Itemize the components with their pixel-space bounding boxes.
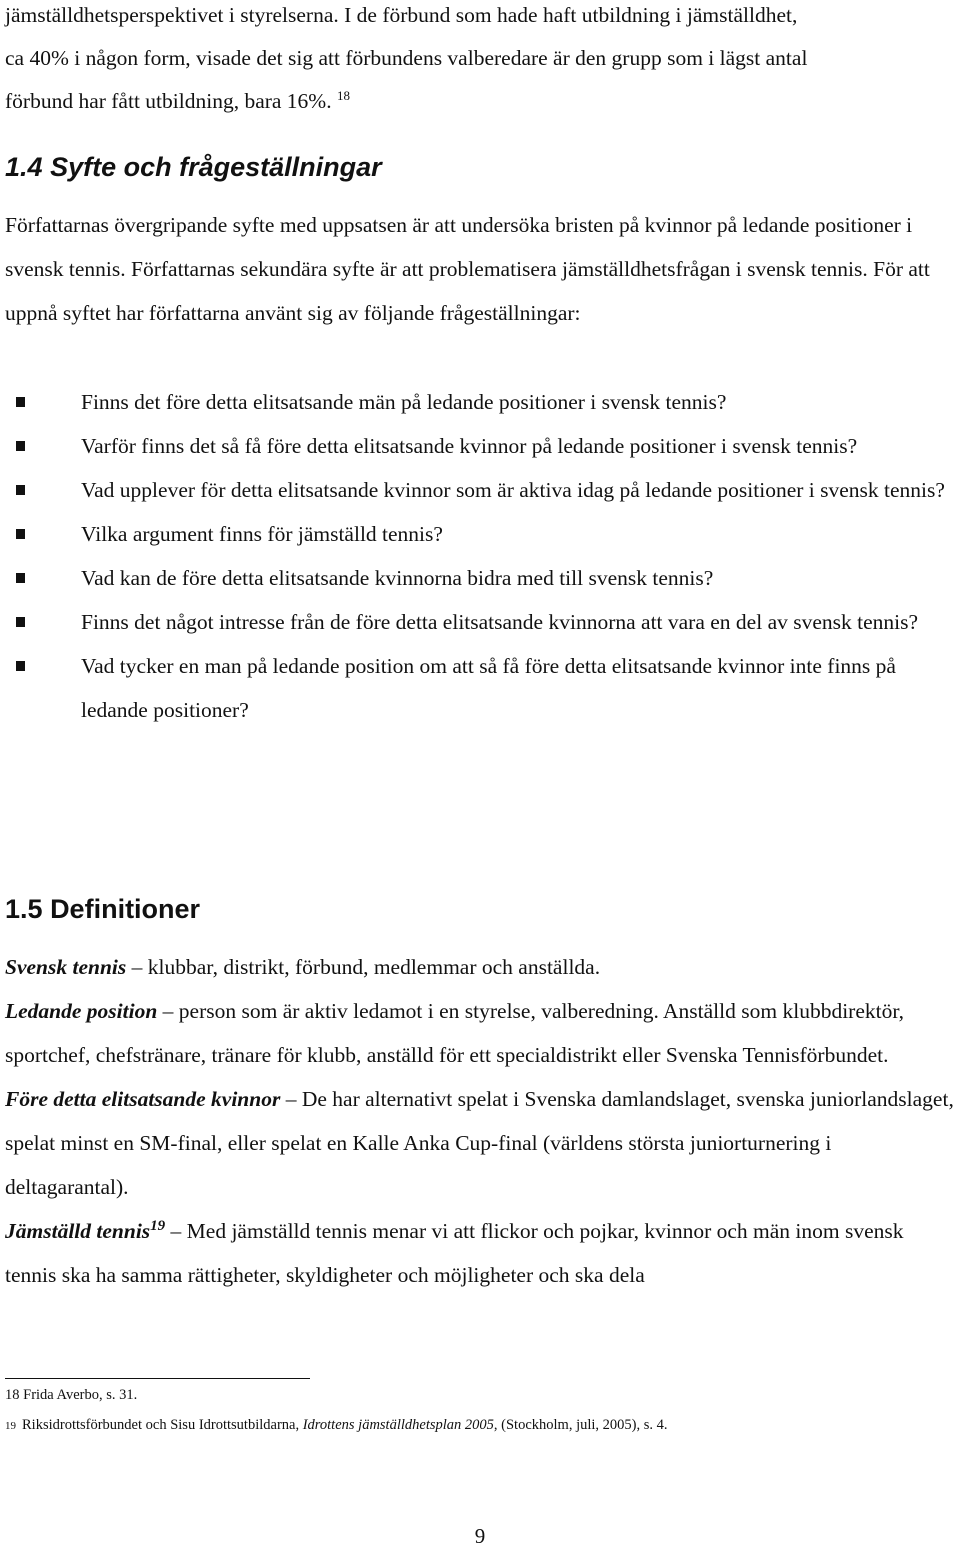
question-item xyxy=(5,468,960,512)
square-bullet-icon xyxy=(16,485,25,495)
footnote-ref-19[interactable]: 19 xyxy=(150,1217,166,1234)
section-number: 1.5 xyxy=(5,894,43,924)
section-title: Syfte och frågeställningar xyxy=(50,152,382,182)
question-item xyxy=(5,424,960,468)
definitions-list xyxy=(5,945,960,1297)
definition-term: Svensk tennis xyxy=(5,955,127,979)
footnote-19 xyxy=(5,1416,960,1435)
square-bullet-icon xyxy=(16,529,25,539)
definition-item xyxy=(5,1209,960,1297)
definition-term: Ledande position xyxy=(5,999,158,1023)
section-number: 1.4 xyxy=(5,152,43,182)
definition-text: – klubbar, distrikt, förbund, medlemmar och anställda. xyxy=(126,955,601,979)
definition-term: Före detta elitsatsande kvinnor xyxy=(5,1087,281,1111)
page-number: 9 xyxy=(474,1524,486,1548)
footnote-number: 19 xyxy=(5,1420,16,1432)
question-text: Finns det något intresse från de före detta elitsatsande kvinnorna att vara en del av svensk tennis? xyxy=(81,610,919,634)
question-item xyxy=(5,512,960,556)
question-item xyxy=(5,556,960,600)
definition-text: – person som är aktiv ledamot i en styrelse, valberedning. Anställd som klubbdirektör, sportchef, chefstränare, tränare för klubb, anställd för ett specialdistrikt eller Svenska Tennisförbundet. xyxy=(5,999,905,1067)
footnote-text: Riksidrottsförbundet och Sisu Idrottsutbildarna, xyxy=(22,1417,303,1433)
purpose-paragraph: Författarnas övergripande syfte med uppsatsen är att undersöka bristen på kvinnor på ledande positioner i svensk tennis. Författarnas sekundära syfte är att problematisera jämställdhetsfrågan i svensk tennis. För att uppnå syftet har författarna använt sig av följande frågeställningar: xyxy=(5,213,930,325)
question-text: Vad kan de före detta elitsatsande kvinnorna bidra med till svensk tennis? xyxy=(81,566,714,590)
research-questions-list xyxy=(5,380,960,732)
lead-line-1: jämställdhetsperspektivet i styrelserna. I de förbund som hade haft utbildning i jämställdhet, xyxy=(5,3,798,27)
definition-item xyxy=(5,945,960,989)
question-text: Vilka argument finns för jämställd tennis? xyxy=(81,522,443,546)
footnotes xyxy=(5,1386,960,1447)
section-heading-1-4 xyxy=(5,152,382,183)
question-text: Finns det före detta elitsatsande män på ledande positioner i svensk tennis? xyxy=(81,390,727,414)
square-bullet-icon xyxy=(16,661,25,671)
definition-text: – De har alternativt spelat i Svenska damlandslaget, svenska juniorlandslaget, spelat minst en SM-final, eller spelat en Kalle Anka Cup-final (världens största juniorturnering i deltagarantal). xyxy=(5,1087,954,1199)
question-text: Vad upplever för detta elitsatsande kvinnor som är aktiva idag på ledande positioner i svensk tennis? xyxy=(81,478,945,502)
definition-item xyxy=(5,989,960,1077)
footnote-title: Idrottens jämställdhetsplan 2005 xyxy=(302,1417,494,1433)
square-bullet-icon xyxy=(16,573,25,583)
square-bullet-icon xyxy=(16,617,25,627)
lead-line-2: ca 40% i någon form, visade det sig att förbundens valberedare är den grupp som i lägst antal xyxy=(5,46,808,70)
footnote-text-end: , (Stockholm, juli, 2005), s. 4. xyxy=(493,1417,668,1433)
square-bullet-icon xyxy=(16,397,25,407)
question-text: Varför finns det så få före detta elitsatsande kvinnor på ledande positioner i svensk tennis? xyxy=(81,434,858,458)
lead-line-3: förbund har fått utbildning, bara 16%. xyxy=(5,89,332,113)
footnote-separator xyxy=(5,1378,310,1379)
definition-term: Jämställd tennis xyxy=(5,1219,151,1243)
square-bullet-icon xyxy=(16,441,25,451)
definition-item xyxy=(5,1077,960,1209)
question-item xyxy=(5,380,960,424)
definition-text: – Med jämställd tennis menar vi att flickor och pojkar, kvinnor och män inom svensk tennis ska ha samma rättigheter, skyldigheter och möjligheter och ska dela xyxy=(5,1219,904,1287)
footnote-18: 18 Frida Averbo, s. 31. xyxy=(5,1387,138,1403)
footnote-ref-18[interactable]: 18 xyxy=(336,87,350,103)
section-heading-1-5 xyxy=(5,894,200,925)
question-item xyxy=(5,600,960,644)
question-text: Vad tycker en man på ledande position om att så få före detta elitsatsande kvinnor inte finns på ledande positioner? xyxy=(81,654,896,722)
question-item xyxy=(5,644,960,732)
lead-paragraph xyxy=(5,0,955,123)
section-title: Definitioner xyxy=(50,894,201,924)
